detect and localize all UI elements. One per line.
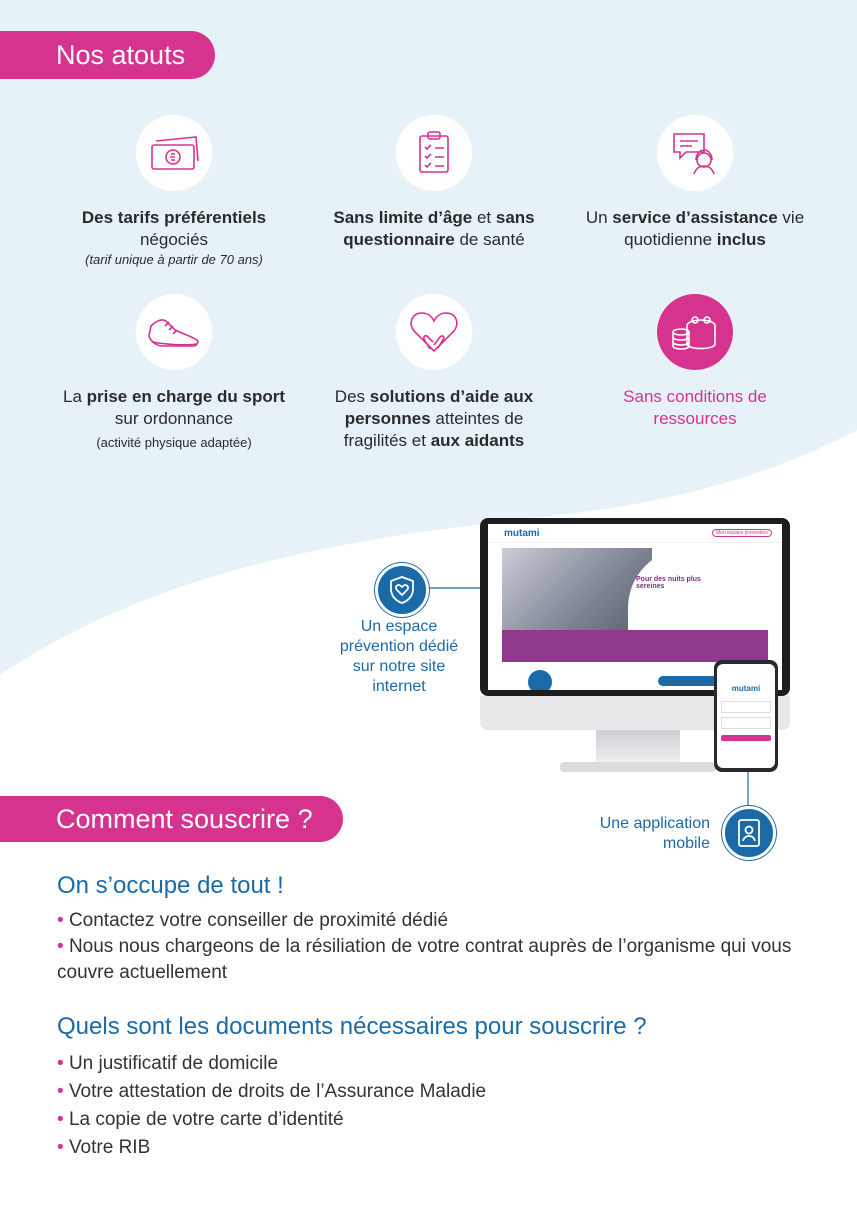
callout-app	[588, 814, 710, 854]
feature-text-strong: personnes	[344, 409, 431, 428]
hero-text: Pour des nuits plus sereines	[636, 576, 701, 590]
feature-text: atteintes de	[430, 409, 524, 428]
callout-text-strong: application	[633, 815, 710, 832]
feature-note: (tarif unique à partir de 70 ans)	[85, 252, 263, 267]
list-item: • Votre RIB	[57, 1134, 797, 1162]
feature-text: de santé	[454, 230, 525, 249]
coin-purse-icon	[657, 294, 733, 370]
callout-prevention	[328, 617, 470, 697]
feature-text: négociés	[139, 230, 209, 249]
callout-text-strong: espace	[385, 618, 438, 635]
feature-text-strong: Sans limite d’âge	[333, 208, 473, 227]
connector-line	[746, 772, 750, 806]
feature-text-strong: sans	[495, 208, 535, 227]
heart-hands-icon	[396, 294, 472, 370]
list-documents	[57, 1050, 797, 1162]
callout-text: Une	[599, 815, 634, 832]
feature-text: vie	[777, 208, 805, 227]
sneaker-icon	[136, 294, 212, 370]
callout-text: sur notre site	[352, 658, 446, 675]
feature-text: et	[472, 208, 496, 227]
website-banner	[502, 630, 768, 662]
website-logo: mutami	[504, 527, 540, 539]
feature-text-strong: prise en charge du sport	[86, 387, 286, 406]
connector-line	[426, 586, 482, 590]
section-title-text: Nos atouts	[56, 40, 186, 70]
subsection-title-documents: Quels sont les documents nécessaires pour souscrire ?	[57, 1013, 647, 1040]
list-item: • La copie de votre carte d’identité	[57, 1106, 797, 1134]
feature-text: sur ordonnance	[114, 409, 234, 428]
list-occupe	[57, 908, 797, 986]
feature-text: Un	[585, 208, 613, 227]
callout-text-strong: prévention dédié	[339, 638, 459, 655]
callout-text: internet	[372, 678, 426, 695]
list-item: • Contactez votre conseiller de proximité dédié	[57, 908, 797, 934]
list-item: • Un justificatif de domicile	[57, 1050, 797, 1078]
website-cta-button: Mon espace prévention	[712, 529, 772, 537]
feature-text-strong: service d’assistance	[612, 208, 778, 227]
feature-text: Des	[334, 387, 370, 406]
monitor-base	[560, 762, 716, 772]
app-logo: mutami	[731, 684, 761, 693]
feature-text-strong: questionnaire	[343, 230, 455, 249]
list-item: • Votre attestation de droits de l’Assurance Maladie	[57, 1078, 797, 1106]
feature-text-strong: aux aidants	[430, 431, 525, 450]
feature-text-strong: Des tarifs préférentiels	[81, 208, 267, 227]
monitor-stand	[596, 730, 680, 764]
feature-text: La	[62, 387, 87, 406]
headset-chat-icon	[657, 115, 733, 191]
feature-age	[319, 115, 549, 251]
callout-text-strong: mobile	[662, 835, 710, 852]
feature-sport	[59, 294, 289, 452]
smartphone-user-icon	[722, 806, 776, 860]
banknote-icon	[136, 115, 212, 191]
phone-image	[714, 660, 778, 772]
section-title-atouts	[0, 31, 215, 79]
feature-tarifs	[59, 115, 289, 269]
section-title-text: Comment souscrire ?	[56, 804, 313, 834]
feature-assistance	[580, 115, 810, 251]
feature-text-strong: inclus	[716, 230, 766, 249]
clipboard-checklist-icon	[396, 115, 472, 191]
feature-text-strong: solutions d’aide aux	[369, 387, 534, 406]
feature-text: fragilités et	[343, 431, 431, 450]
feature-aide	[319, 294, 549, 452]
list-item: • Nous nous chargeons de la résiliation de votre contrat auprès de l’organisme qui vous couvre actuellement	[57, 934, 797, 986]
callout-text: Un	[360, 618, 386, 635]
feature-text: ressources	[653, 409, 737, 428]
feature-text: Sans conditions de	[623, 387, 767, 406]
feature-note: (activité physique adaptée)	[96, 435, 252, 450]
section-title-souscrire	[0, 796, 343, 842]
shield-heart-icon	[375, 563, 429, 617]
feature-text: quotidienne	[624, 230, 717, 249]
subsection-title-occupe: On s’occupe de tout !	[57, 872, 284, 899]
feature-ressources	[580, 294, 810, 430]
